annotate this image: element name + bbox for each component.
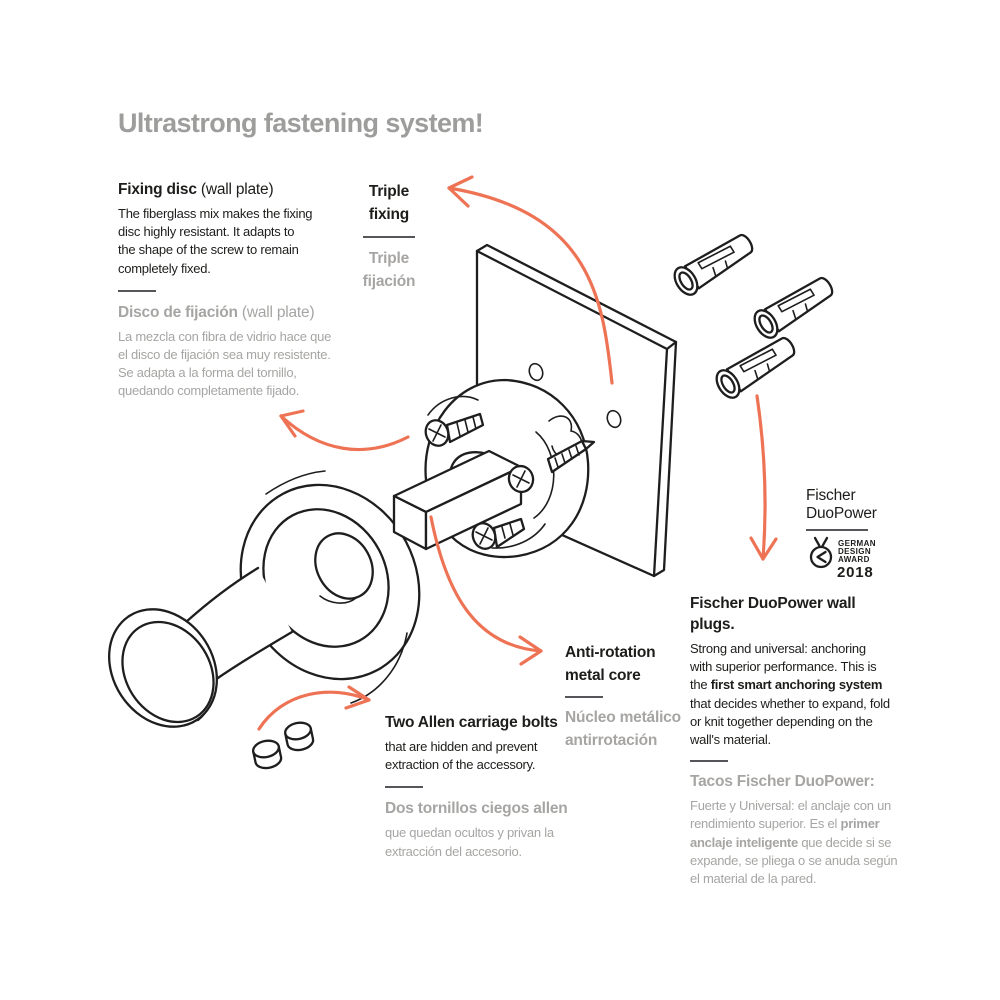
allen-bolt-icon [284,720,315,752]
fischer-heading: Fischer DuoPower wall plugs. [690,595,856,633]
award-year: 2018 [837,564,874,581]
fischer-award-block [806,487,906,591]
fixing-disc-heading: Fixing disc (wall plate) [118,181,274,198]
allen-bolt-icon [252,738,283,770]
triple-fixing-en: Triple fixing [368,183,410,223]
award-line: GERMAN [838,539,876,548]
divider [806,529,868,531]
triple-fixing-es: Triple fijación [362,250,416,290]
arrow-to-fixing-disc-text [281,411,408,450]
arrow-to-fischer-text [751,396,776,559]
page-title: Ultrastrong fastening system! [118,108,484,138]
disco-fijacion-body: La mezcla con fibra de vidrio hace que el disco de fijación sea muy resistente. Se adapta a la forma del tornillo, quedando completamente fijado. [118,328,332,399]
allen-bolts-block [385,712,575,861]
divider [565,696,603,698]
anti-rotation-en: Anti-rotation metal core [565,644,656,684]
disco-fijacion-heading: Disco de fijación (wall plate) [118,303,315,321]
divider [363,236,415,238]
divider [385,786,423,788]
allen-heading: Two Allen carriage bolts [385,714,558,731]
anti-rotation-es: Núcleo metálico antirrotación [565,709,681,749]
wall-plug-icon [712,332,800,402]
fixing-disc-block [118,179,358,401]
allen-body: that are hidden and prevent extraction of the accessory. [385,739,538,773]
award-line: AWARD [838,555,870,564]
fischer-plugs-block [690,593,898,888]
fischer-label: Fischer DuoPower [806,487,877,522]
award-line: DESIGN [838,547,872,556]
wall-plug-icon [750,272,838,342]
divider [118,290,156,292]
medal-icon [811,538,831,567]
fixing-disc-body: The fiberglass mix makes the fixing disc highly resistant. It adapts to the shape of the screw to remain completely fixed. [118,206,313,276]
tacos-heading: Tacos Fischer DuoPower: [690,773,875,791]
arrow-to-allen-text [259,687,369,729]
tornillos-heading: Dos tornillos ciegos allen [385,800,568,818]
triple-fixing-block [350,180,428,293]
fixing-disc-drawing [394,380,594,557]
wall-plug-icon [670,229,758,299]
divider [690,760,728,762]
tacos-body: Fuerte y Universal: el anclaje con un rendimiento superior. Es el primer anclaje inteligente que decide si se expande, se pliega o se anuda según el material de la pared. [690,798,898,887]
wall-plugs-drawing [670,229,838,402]
fischer-body: Strong and universal: anchoring with superior performance. This is the first smart anchoring system that decides whether to expand, fold or knit together depending on the wall's material. [690,641,890,748]
tornillos-body: que quedan ocultos y privan la extracción del accesorio. [385,825,554,859]
german-design-award-badge [806,536,882,586]
anti-rotation-block [565,641,705,752]
